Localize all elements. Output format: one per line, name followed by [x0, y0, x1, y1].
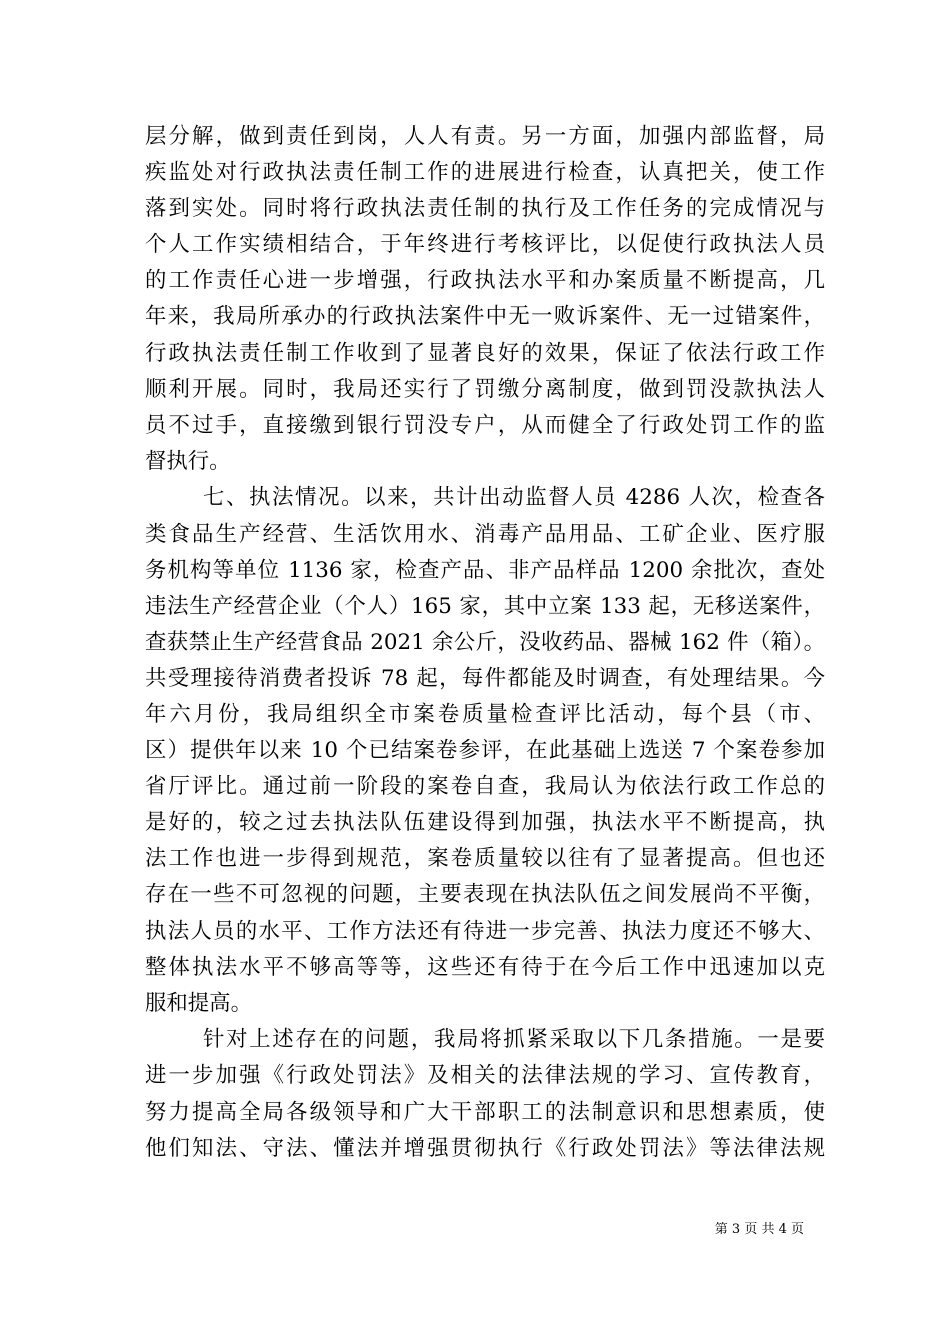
- text-line: 存在一些不可忽视的问题，主要表现在执法队伍之间发展尚不平衡，: [145, 882, 825, 908]
- paragraph-2: [145, 480, 825, 1021]
- text-line: 员不过手，直接缴到银行罚没专户，从而健全了行政处罚工作的监: [145, 412, 825, 438]
- text-line: 他们知法、守法、懂法并增强贯彻执行《行政处罚法》等法律法规: [145, 1135, 825, 1161]
- text-line: 督执行。: [145, 448, 231, 474]
- text-line: 七、执法情况。以来，共计出动监督人员 4286 人次，检查各: [203, 485, 825, 511]
- text-line: 是好的，较之过去执法队伍建设得到加强，执法水平不断提高，执: [145, 810, 825, 836]
- text-line: 个人工作实绩相结合，于年终进行考核评比，以促使行政执法人员: [145, 232, 825, 258]
- text-line: 年六月份，我局组织全市案卷质量检查评比活动，每个县（市、: [145, 702, 825, 727]
- text-line: 省厅评比。通过前一阶段的案卷自查，我局认为依法行政工作总的: [145, 774, 825, 800]
- text-line: 年来，我局所承办的行政执法案件中无一败诉案件、无一过错案件，: [145, 304, 825, 330]
- text-line: 整体执法水平不够高等等，这些还有待于在今后工作中迅速加以克: [145, 954, 825, 980]
- text-line: 层分解，做到责任到岗，人人有责。另一方面，加强内部监督，局: [145, 124, 825, 149]
- text-line: 违法生产经营企业（个人）165 家，其中立案 133 起，无移送案件，: [145, 593, 825, 619]
- text-line: 区）提供年以来 10 个已结案卷参评，在此基础上选送 7 个案卷参加: [145, 738, 825, 764]
- text-line: 行政执法责任制工作收到了显著良好的效果，保证了依法行政工作: [145, 340, 825, 366]
- text-line: 的工作责任心进一步增强，行政执法水平和办案质量不断提高，几: [145, 268, 825, 294]
- text-line: 查获禁止生产经营食品 2021 余公斤，没收药品、器械 162 件（箱）。: [145, 629, 825, 655]
- page-number: 第 3 页 共 4 页: [714, 1222, 804, 1237]
- text-line: 务机构等单位 1136 家，检查产品、非产品样品 1200 余批次，查处: [145, 557, 825, 583]
- text-line: 进一步加强《行政处罚法》及相关的法律法规的学习、宣传教育，: [145, 1063, 825, 1089]
- text-line: 疾监处对行政执法责任制工作的进展进行检查，认真把关，使工作: [145, 160, 825, 186]
- text-line: 共受理接待消费者投诉 78 起，每件都能及时调查，有处理结果。今: [145, 665, 825, 691]
- text-line: 落到实处。同时将行政执法责任制的执行及工作任务的完成情况与: [145, 196, 825, 222]
- document-body: [145, 119, 825, 1167]
- text-line: 努力提高全局各级领导和广大干部职工的法制意识和思想素质，使: [145, 1099, 825, 1125]
- paragraph-1: [145, 119, 825, 480]
- paragraph-3: [145, 1022, 825, 1166]
- text-line: 服和提高。: [145, 990, 252, 1016]
- text-line: 法工作也进一步得到规范，案卷质量较以往有了显著提高。但也还: [145, 846, 825, 872]
- text-line: 类食品生产经营、生活饮用水、消毒产品用品、工矿企业、医疗服: [145, 521, 825, 547]
- text-line: 针对上述存在的问题，我局将抓紧采取以下几条措施。一是要: [203, 1027, 825, 1053]
- text-line: 执法人员的水平、工作方法还有待进一步完善、执法力度还不够大、: [145, 918, 825, 944]
- text-line: 顺利开展。同时，我局还实行了罚缴分离制度，做到罚没款执法人: [145, 376, 825, 402]
